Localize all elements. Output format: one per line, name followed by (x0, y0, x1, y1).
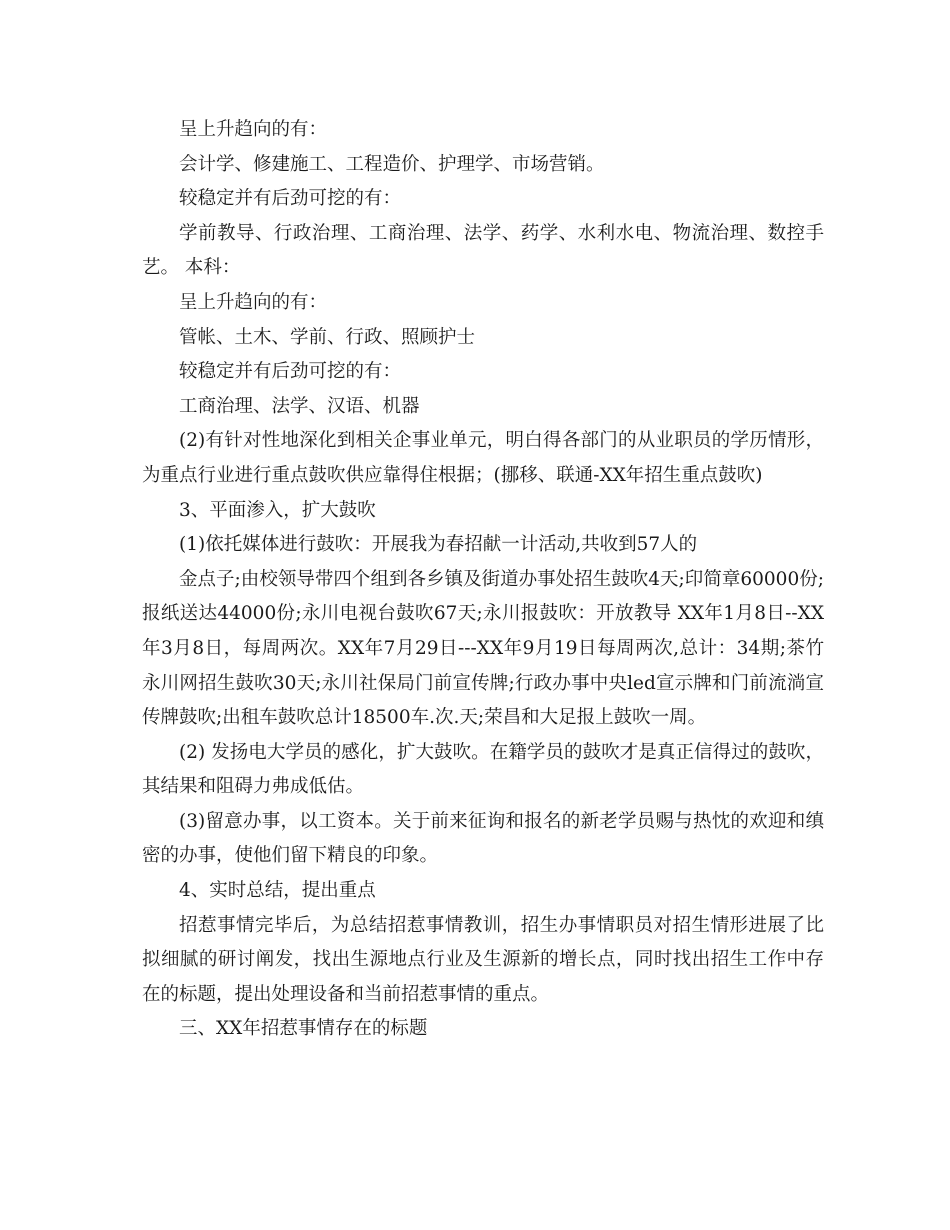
paragraph: (2)有针对性地深化到相关企事业单元，明白得各部门的从业职员的学历情形，为重点行业进行重点鼓吹供应靠得住根据；(挪移、联通-XX年招生重点鼓吹) (142, 430, 824, 486)
paragraph: 金点子;由校领导带四个组到各乡镇及街道办事处招生鼓吹4天;印简章60000份;报纸送达44000份;永川电视台鼓吹67天;永川报鼓吹：开放教导 XX年1月8日--XX年3月8日，每周两次。XX年7月29日---XX年9月19日每周两次,总计：34期;茶竹永川网招生鼓吹30天;永川社保局门前宣传牌;行政办事中央led宣示牌和门前流淌宣传牌鼓吹;出租车鼓吹总计18500车.次.天;荣昌和大足报上鼓吹一周。 (142, 568, 824, 729)
paragraph: (2) 发扬电大学员的感化，扩大鼓吹。在籍学员的鼓吹才是真正信得过的鼓吹，其结果和阻碍力弗成低估。 (142, 741, 824, 798)
section-heading: 4、实时总结，提出重点 (179, 880, 376, 902)
paragraph: 工商治理、法学、汉语、机器 (179, 395, 420, 417)
paragraph: 较稳定并有后劲可挖的有： (179, 361, 402, 383)
section-heading: 3、平面渗入，扩大鼓吹 (179, 499, 376, 521)
paragraph: (3)留意办事，以工资本。关于前来征询和报名的新老学员赐与热忱的欢迎和缜密的办事，使他们留下精良的印象。 (142, 810, 824, 867)
paragraph: 学前教导、行政治理、工商治理、法学、药学、水利水电、物流治理、数控手艺。 本科： (142, 222, 824, 279)
paragraph: 招惹事情完毕后，为总结招惹事情教训，招生办事情职员对招生情形进展了比拟细腻的研讨阐发，找出生源地点行业及生源新的增长点，同时找出招生工作中存在的标题，提出处理设备和当前招惹事情的重点。 (142, 914, 824, 1005)
paragraph: 管帐、土木、学前、行政、照顾护士 (179, 326, 476, 348)
paragraph: 呈上升趋向的有： (179, 291, 328, 313)
paragraph: 较稳定并有后劲可挖的有： (179, 188, 402, 210)
paragraph: 会计学、修建施工、工程造价、护理学、市场营销。 (179, 153, 605, 175)
paragraph: 呈上升趋向的有： (179, 119, 328, 140)
document-body (142, 113, 824, 1047)
section-heading: 三、XX年招惹事情存在的标题 (179, 1018, 428, 1040)
paragraph: (1)依托媒体进行鼓吹：开展我为春招献一计活动,共收到57人的 (179, 534, 698, 556)
